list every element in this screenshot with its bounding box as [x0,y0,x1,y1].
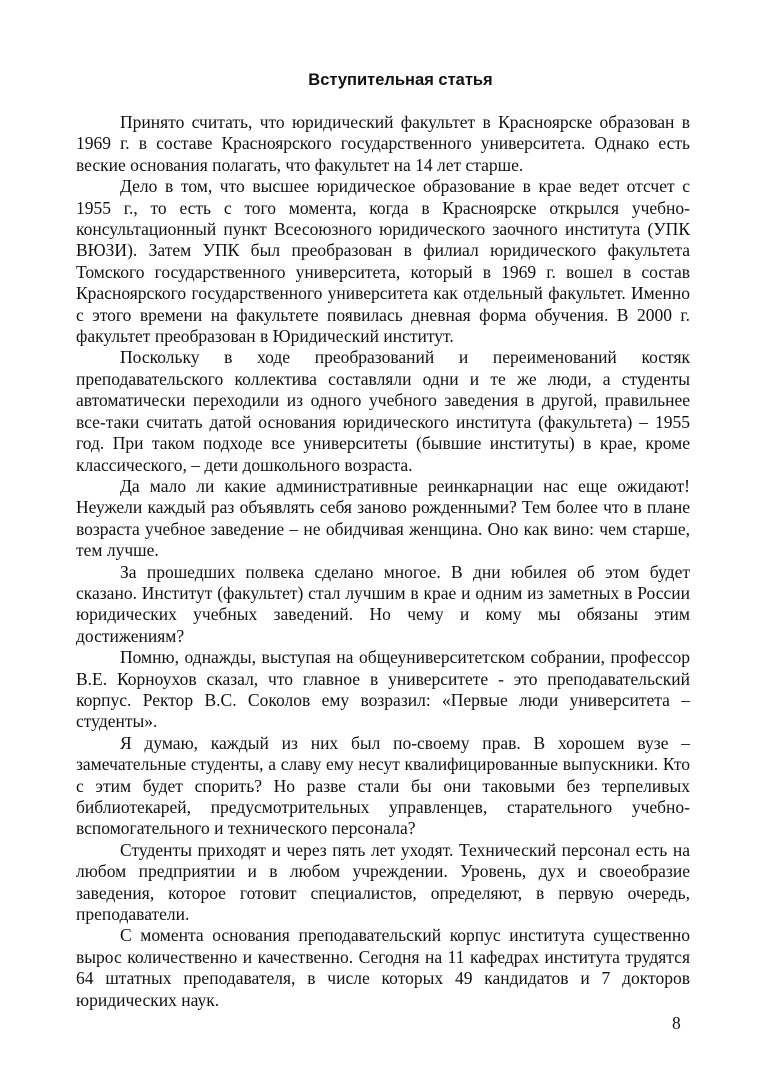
paragraph: Я думаю, каждый из них был по-своему прав. В хорошем вузе – замечательные студенты, а славу ему несут квалифицированные выпускники. Кто с этим будет спорить? Но разве стали бы они таковыми без терпеливых библиотекарей, предусмотрительных управленцев, старательного учебно-вспомогательного и технического персонала? [76,732,690,839]
paragraph: Да мало ли какие административные реинкарнации нас еще ожидают! Неужели каждый раз объявлять себя заново рожденными? Тем более что в плане возраста учебное заведение – не обидчивая женщина. Оно как вино: чем старше, тем лучше. [76,475,690,561]
paragraph: С момента основания преподавательский корпус института существенно вырос количественно и качественно. Сегодня на 11 кафедрах института трудятся 64 штатных преподавателя, в числе которых 49 кандидатов и 7 докторов юридических наук. [76,925,690,1010]
paragraph: Дело в том, что высшее юридическое образование в крае ведет отсчет с 1955 г., то есть с того момента, когда в Красноярске открылся учебно-консультационный пункт Всесоюзного юридического заочного института (УПК ВЮЗИ). Затем УПК был преобразован в филиал юридического факультета Томского государственного университета, который в 1969 г. вошел в состав Красноярского государственного университета как отдельный факультет. Именно с этого времени на факультете появилась дневная форма обучения. В 2000 г. факультет преобразован в Юридический институт. [76,176,690,347]
paragraph: За прошедших полвека сделано многое. В дни юбилея об этом будет сказано. Институт (факультет) стал лучшим в крае и одним из заметных в России юридических учебных заведений. Но чему и кому мы обязаны этим достижениям? [76,561,690,646]
page-number: 8 [672,1013,681,1033]
paragraph: Студенты приходят и через пять лет уходят. Технический персонал есть на любом предприятии и в любом учреждении. Уровень, дух и своеобразие заведения, которое готовит специалистов, определяют, в первую очередь, преподаватели. [76,839,690,925]
paragraph: Помню, однажды, выступая на общеуниверситетском собрании, профессор В.Е. Корноухов сказал, что главное в университете - это преподавательский корпус. Ректор В.С. Соколов ему возразил: «Первые люди университета – студенты». [76,647,690,732]
paragraph: Поскольку в ходе преобразований и переименований костяк преподавательского коллектива составляли одни и те же люди, а студенты автоматически переходили из одного учебного заведения в другой, правильнее все-таки считать датой основания юридического института (факультета) – 1955 год. При таком подходе все университеты (бывшие институты) в крае, кроме классического, – дети дошкольного возраста. [76,347,690,475]
page-title: Вступительная статья [308,71,493,89]
article-body [76,112,690,1011]
paragraph: Принято считать, что юридический факультет в Красноярске образован в 1969 г. в составе Красноярского государственного университета. Однако есть веские основания полагать, что факультет на 14 лет старше. [76,112,690,175]
